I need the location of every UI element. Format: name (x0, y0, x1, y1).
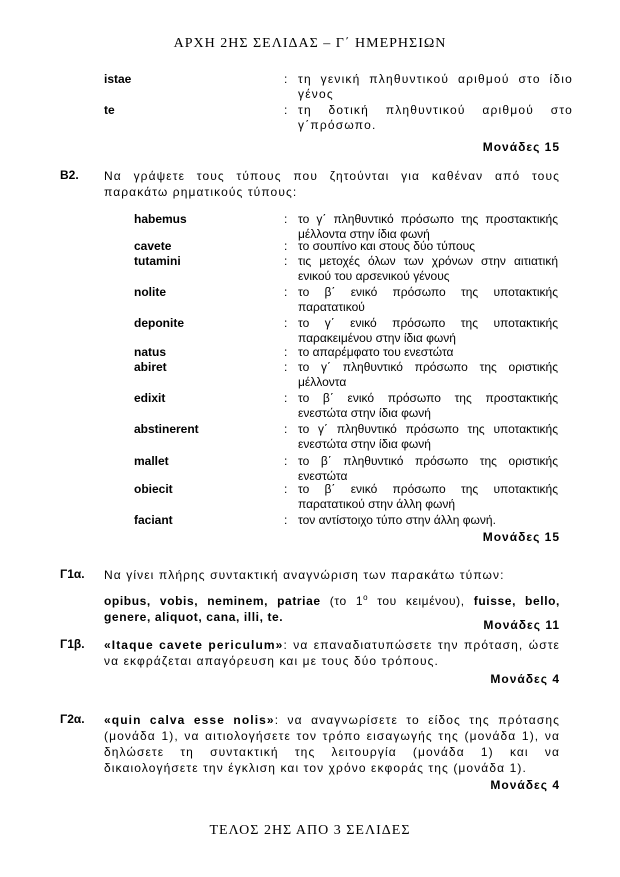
question-body: : να αναγνωρίσετε το είδος της πρότασης (μονάδα 1), να αιτιολογήσετε τον τρόπο εισαγωγής της (μονάδα 1), να δηλώσετε τη συντακτική της λειτουργία (μονάδα 1) και να δικαιολογήσετε την έγκλιση και τον χρόνο εκφοράς της (μονάδα 1). (104, 713, 560, 775)
question-label: Γ1β. (60, 637, 85, 651)
verb-row (134, 391, 558, 421)
term: edixit (134, 391, 166, 405)
words-group-1: opibus, vobis, neminem, patriae (104, 594, 321, 608)
colon: : (284, 239, 288, 253)
question-label: Γ2α. (60, 712, 85, 726)
marks: Μονάδες 11 (483, 618, 560, 632)
page-header: ΑΡΧΗ 2ΗΣ ΣΕΛΙΔΑΣ – Γ΄ ΗΜΕΡΗΣΙΩΝ (173, 36, 447, 51)
page-footer: ΤΕΛΟΣ 2ΗΣ ΑΠΟ 3 ΣΕΛΙΔΕΣ (209, 823, 411, 838)
verb-row (134, 254, 558, 284)
colon: : (284, 360, 288, 374)
question-text (104, 637, 560, 669)
colon: : (284, 345, 288, 359)
colon: : (284, 285, 288, 299)
quote: «Itaque cavete periculum» (104, 638, 284, 652)
colon: : (284, 316, 288, 330)
verb-row (134, 454, 558, 484)
definition: το β΄ ενικό πρόσωπο της υποτακτικής παρατατικού (298, 285, 558, 314)
term: habemus (134, 212, 187, 226)
term: istae (104, 72, 132, 86)
verb-row (134, 422, 558, 452)
term: abiret (134, 360, 167, 374)
definition: το β΄ ενικό πρόσωπο της υποτακτικής παρατατικού στην άλλη φωνή (298, 482, 558, 511)
list-item (104, 72, 573, 102)
question-label: Γ1α. (60, 567, 85, 581)
colon: : (284, 422, 288, 436)
definition: το γ΄ πληθυντικό πρόσωπο της προστακτικής μέλλοντα στην ίδια φωνή (298, 212, 558, 241)
definition: τον αντίστοιχο τύπο στην άλλη φωνή. (298, 513, 496, 527)
list-item (104, 103, 573, 133)
definition: το β΄ πληθυντικό πρόσωπο της οριστικής ενεστώτα (298, 454, 558, 483)
term: cavete (134, 239, 172, 253)
definition: το σουπίνο και στους δύο τύπους (298, 239, 475, 253)
definition: τη δοτική πληθυντικού αριθμού στο γ΄πρόσωπο. (298, 103, 573, 132)
verb-row (134, 345, 558, 360)
term: abstinerent (134, 422, 199, 436)
verb-row (134, 316, 558, 346)
question-body: : να επαναδιατυπώσετε την πρόταση, ώστε να εκφράζεται απαγόρευση και με τους δύο τρόπους. (104, 638, 560, 668)
term: obiecit (134, 482, 173, 496)
paren-post: του κειμένου), (368, 594, 474, 608)
superscript: ο (363, 593, 369, 602)
quote: «quin calva esse nolis» (104, 713, 275, 727)
paren-pre: (το 1 (320, 594, 364, 608)
colon: : (284, 513, 288, 527)
term: nolite (134, 285, 166, 299)
question-label: Β2. (60, 168, 79, 182)
question-text (104, 712, 560, 776)
colon: : (284, 212, 288, 226)
colon: : (284, 391, 288, 405)
definition: τις μετοχές όλων των χρόνων στην αιτιατική ενικού του αρσενικού γένους (298, 254, 558, 283)
term: tutamini (134, 254, 181, 268)
term: te (104, 103, 115, 117)
definition: το β΄ ενικό πρόσωπο της προστακτικής ενεστώτα στην ίδια φωνή (298, 391, 558, 420)
term: deponite (134, 316, 184, 330)
term: mallet (134, 454, 169, 468)
verb-row (134, 360, 558, 390)
definition: το γ΄ πληθυντικό πρόσωπο της οριστικής μέλλοντα (298, 360, 558, 389)
term: natus (134, 345, 167, 359)
term: faciant (134, 513, 173, 527)
colon: : (284, 454, 288, 468)
verb-row (134, 239, 558, 254)
marks: Μονάδες 15 (482, 140, 560, 154)
colon: : (284, 103, 288, 117)
colon: : (284, 482, 288, 496)
question-text: Να γράψετε τους τύπους που ζητούνται για καθέναν από τους παρακάτω ρηματικούς τύπους: (104, 169, 560, 199)
verb-row (134, 212, 558, 242)
marks: Μονάδες 4 (490, 778, 560, 792)
colon: : (284, 72, 288, 86)
verb-row (134, 285, 558, 315)
verb-row (134, 513, 558, 528)
definition: το γ΄ πληθυντικό πρόσωπο της υποτακτικής ενεστώτα στην ίδια φωνή (298, 422, 558, 451)
verb-row (134, 482, 558, 512)
colon: : (284, 254, 288, 268)
marks: Μονάδες 15 (482, 530, 560, 544)
question-text: Να γίνει πλήρης συντακτική αναγνώριση των παρακάτω τύπων: (104, 568, 505, 582)
definition: το γ΄ ενικό πρόσωπο της υποτακτικής παρακειμένου στην ίδια φωνή (298, 316, 558, 345)
words-group-2: fuisse, bello, genere, aliquot, cana, illi, te. (104, 594, 560, 624)
definition: το απαρέμφατο του ενεστώτα (298, 345, 454, 359)
marks: Μονάδες 4 (490, 672, 560, 686)
definition: τη γενική πληθυντικού αριθμού στο ίδιο γένος (298, 72, 573, 101)
